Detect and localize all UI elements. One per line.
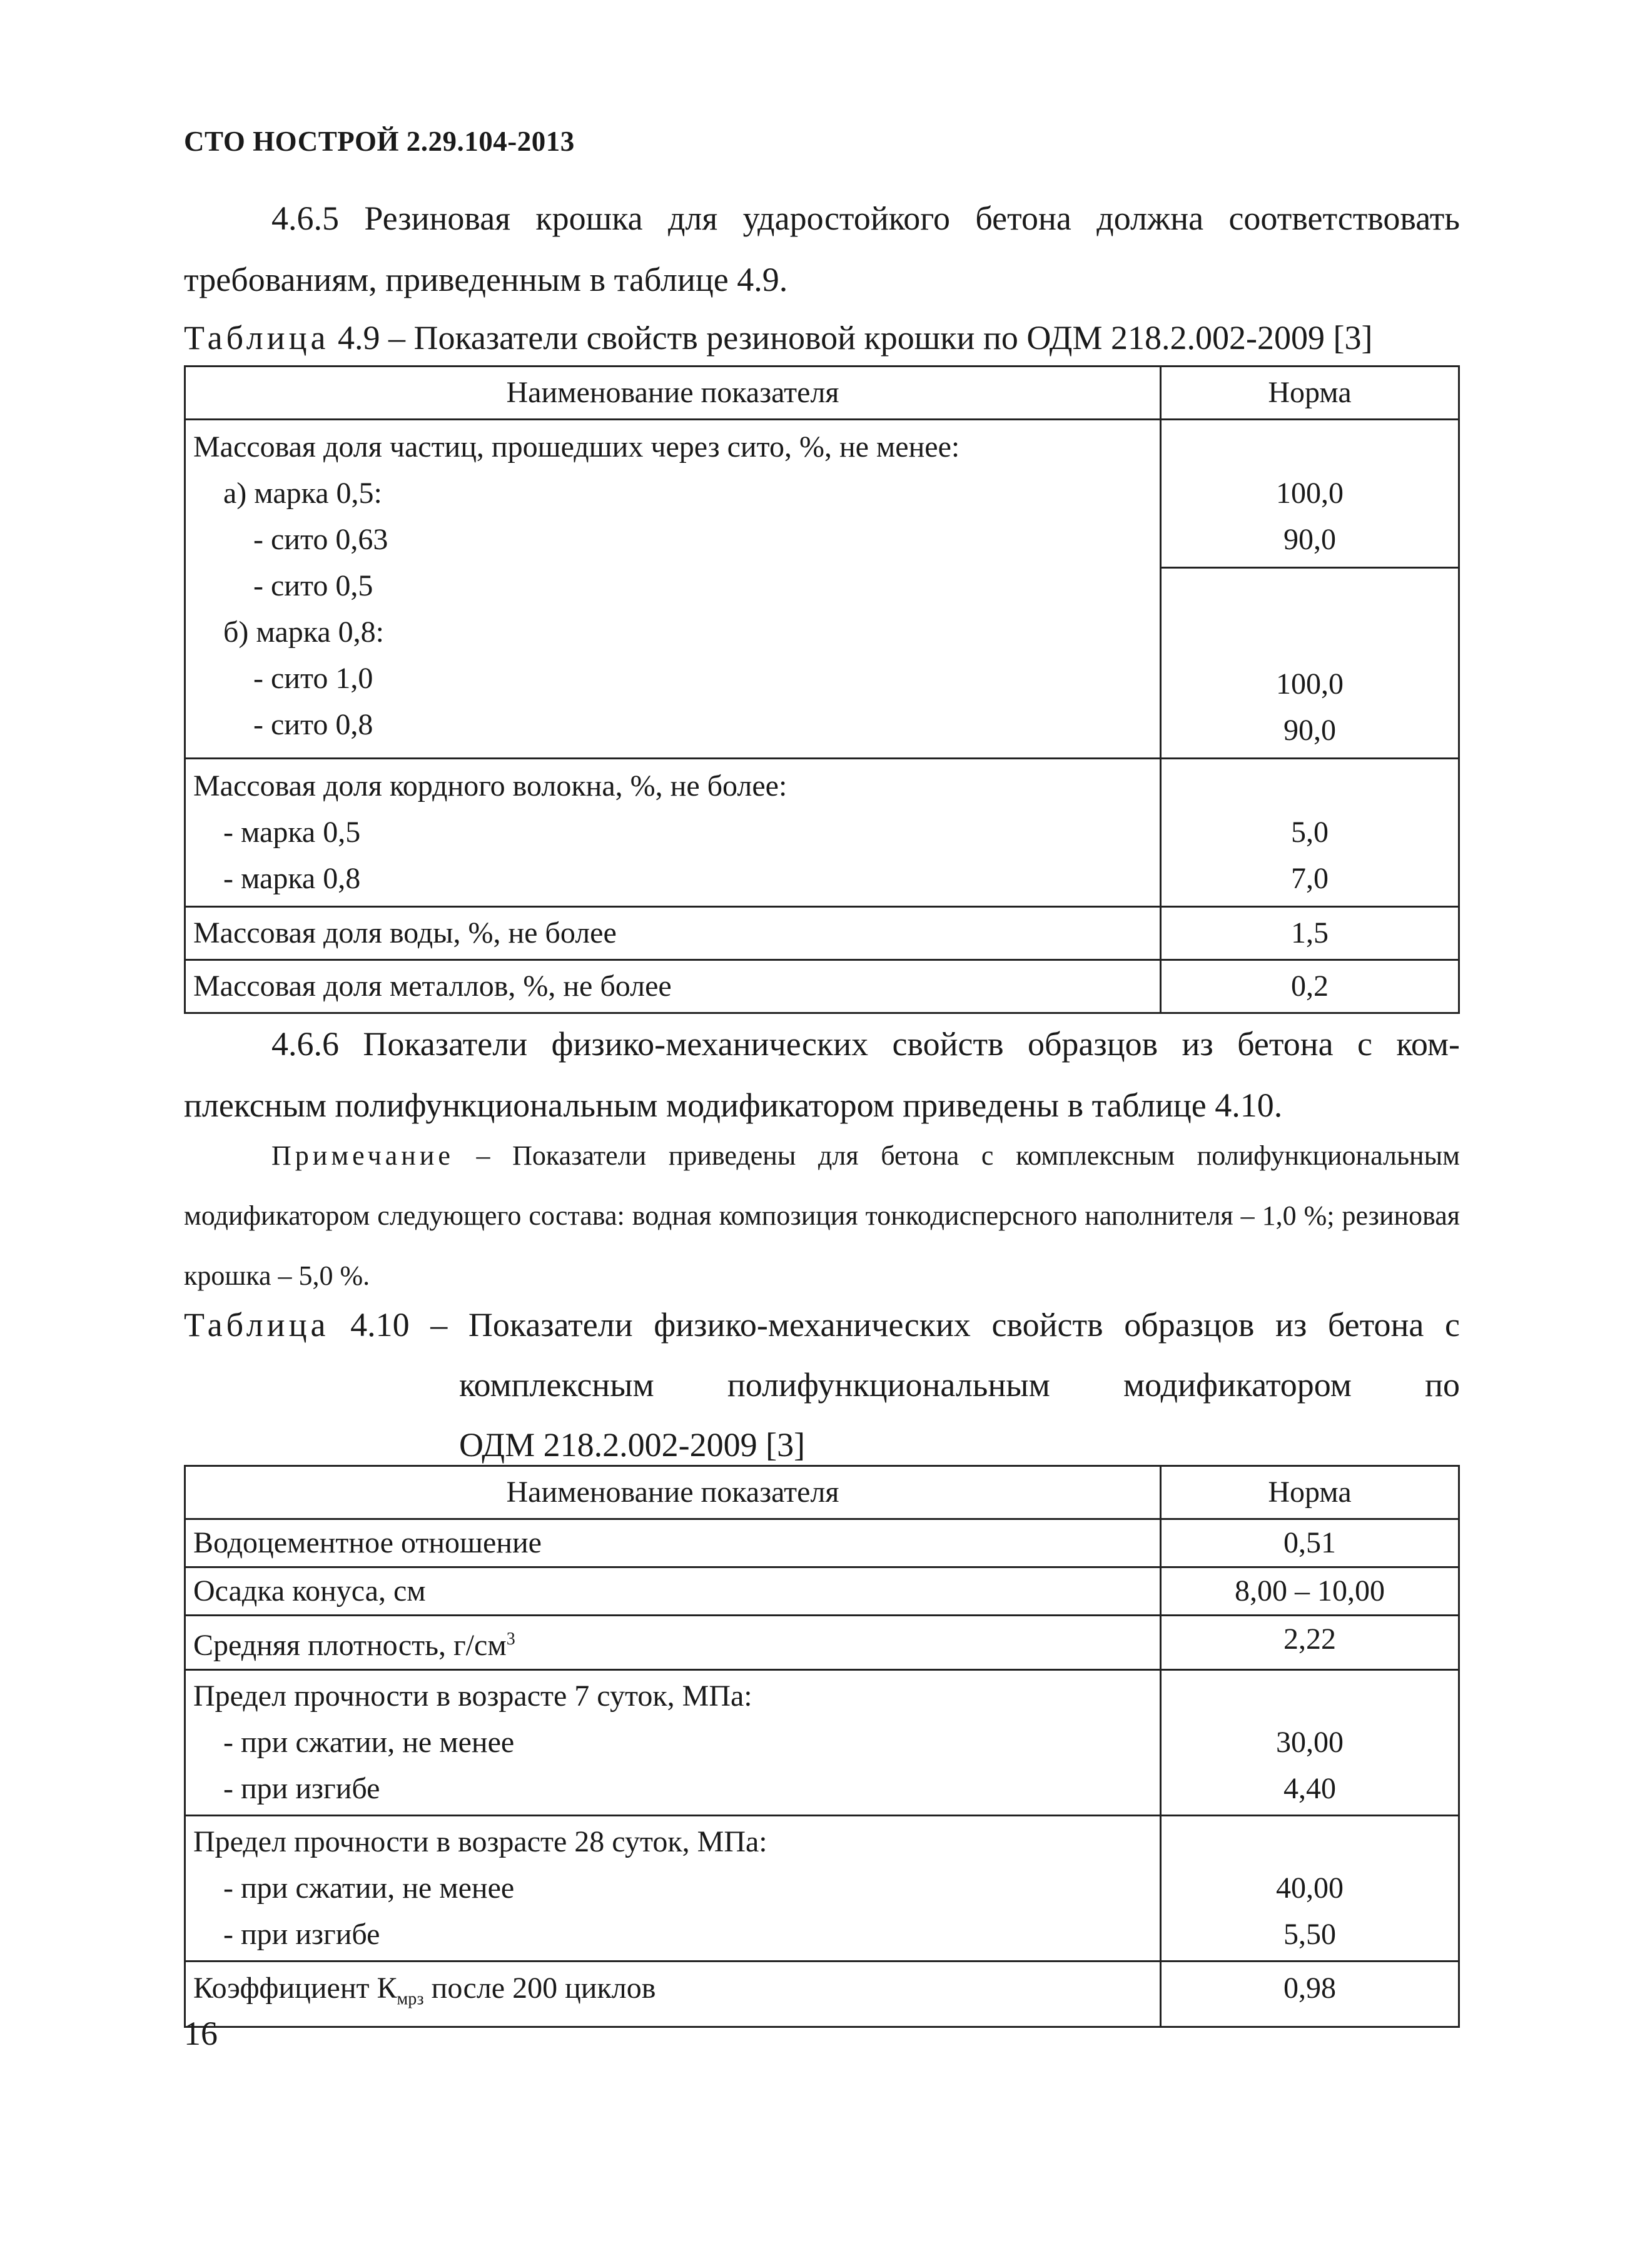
- cell-norm: 0,2: [1161, 960, 1459, 1013]
- norm-value: 5,50: [1283, 1918, 1336, 1951]
- cell-name: [185, 1670, 1161, 1816]
- table-row: [185, 1962, 1459, 2027]
- norm-value: 30,00: [1276, 1726, 1344, 1759]
- cell-name: [185, 1616, 1161, 1670]
- note-label: Примечание: [271, 1140, 454, 1171]
- row-line: б) марка 0,8:: [223, 615, 384, 649]
- row-line: - при изгибе: [223, 1772, 380, 1805]
- page-number: 16: [184, 2015, 218, 2052]
- row-name: Средняя плотность, г/см: [193, 1629, 507, 1662]
- cell-norm: [1161, 1670, 1459, 1816]
- superscript: 3: [506, 1629, 515, 1649]
- norm-value: 4,40: [1283, 1772, 1336, 1805]
- cell-name: Массовая доля металлов, %, не более: [185, 960, 1161, 1013]
- cell-name: Осадка конуса, см: [185, 1567, 1161, 1616]
- table-row: [185, 1519, 1459, 1567]
- row-line: Массовая доля частиц, прошедших через сито, %, не менее:: [193, 430, 960, 463]
- table-row: [185, 1567, 1459, 1616]
- row-name: Коэффициент К: [193, 1972, 397, 2005]
- norm-value: 40,00: [1276, 1871, 1344, 1905]
- caption-continuation: [459, 1355, 1460, 1475]
- norm-value: 100,0: [1276, 477, 1344, 510]
- norm-group-b: [1162, 569, 1458, 757]
- row-line: - при сжатии, не менее: [223, 1726, 515, 1759]
- cell-norm: 0,51: [1161, 1519, 1459, 1567]
- cell-name: Водоцементное отношение: [185, 1519, 1161, 1567]
- cell-norm: 8,00 – 10,00: [1161, 1567, 1459, 1616]
- table-4-10: [184, 1465, 1460, 2028]
- row-line: Предел прочности в возрасте 7 суток, МПа:: [193, 1679, 752, 1713]
- row-line: - при изгибе: [223, 1918, 380, 1951]
- caption-line: комплексным полифункциональным модификатором по: [459, 1366, 1460, 1404]
- header-name: Наименование показателя: [185, 1466, 1161, 1519]
- table-row: [185, 907, 1459, 960]
- row-line: - сито 0,8: [253, 708, 373, 741]
- paragraph-4-6-5: [184, 188, 1460, 310]
- header-name: Наименование показателя: [185, 367, 1161, 420]
- document-code-header: СТО НОСТРОЙ 2.29.104-2013: [184, 126, 575, 157]
- cell-name: [185, 420, 1161, 759]
- cell-norm: [1161, 759, 1459, 907]
- caption-line: ОДМ 218.2.002-2009 [3]: [459, 1426, 806, 1464]
- table-header-row: [185, 1466, 1459, 1519]
- table-row: [185, 1816, 1459, 1962]
- cell-norm: 2,22: [1161, 1616, 1459, 1670]
- cell-norm: [1161, 1816, 1459, 1962]
- row-line: - сито 1,0: [253, 662, 373, 695]
- caption-line: [184, 1295, 1460, 1355]
- row-line: Предел прочности в возрасте 28 суток, МПа:: [193, 1825, 767, 1858]
- paragraph-line: 4.6.6 Показатели физико-механических свойств образцов из бетона с ком-: [271, 1025, 1460, 1063]
- cell-name: [185, 759, 1161, 907]
- cell-name: [185, 1816, 1161, 1962]
- row-name: после 200 циклов: [423, 1972, 656, 2005]
- caption-label: Таблица: [184, 1306, 330, 1344]
- norm-value: 7,0: [1291, 862, 1329, 895]
- table-row: [185, 1616, 1459, 1670]
- paragraph-line: 4.6.5 Резиновая крошка для ударостойкого бетона должна соответствовать: [271, 200, 1460, 237]
- paragraph-line: плексным полифункциональным модификатором приведены в таблице 4.10.: [184, 1086, 1283, 1124]
- norm-value: 100,0: [1276, 667, 1344, 701]
- row-line: - сито 0,63: [253, 523, 388, 556]
- table-row: [185, 960, 1459, 1013]
- table-header-row: [185, 367, 1459, 420]
- table-row: [185, 420, 1459, 759]
- row-line: - марка 0,8: [223, 862, 361, 895]
- caption-label: Таблица: [184, 319, 330, 357]
- cell-norm: 1,5: [1161, 907, 1459, 960]
- row-line: Массовая доля кордного волокна, %, не более:: [193, 769, 787, 802]
- header-norm: Норма: [1161, 367, 1459, 420]
- caption-text: 4.9 – Показатели свойств резиновой крошки по ОДМ 218.2.002-2009 [3]: [337, 319, 1373, 357]
- table-row: [185, 1670, 1459, 1816]
- table-row: [185, 759, 1459, 907]
- paragraph-4-6-6: [184, 1013, 1460, 1136]
- row-line: - сито 0,5: [253, 569, 373, 602]
- caption-text: 4.10 – Показатели физико-механических свойств образцов из бетона с: [350, 1306, 1460, 1344]
- paragraph-line: требованиям, приведенным в таблице 4.9.: [184, 261, 788, 298]
- row-line: а) марка 0,5:: [223, 477, 382, 510]
- cell-name: Массовая доля воды, %, не более: [185, 907, 1161, 960]
- norm-value: 90,0: [1283, 523, 1336, 556]
- table-4-9: [184, 365, 1460, 1014]
- cell-norm: [1161, 420, 1459, 759]
- norm-value: 5,0: [1291, 816, 1329, 849]
- norm-value: 90,0: [1283, 714, 1336, 747]
- norm-group-a: [1162, 420, 1458, 569]
- row-line: - марка 0,5: [223, 816, 361, 849]
- cell-name: [185, 1962, 1161, 2027]
- row-line: - при сжатии, не менее: [223, 1871, 515, 1905]
- header-norm: Норма: [1161, 1466, 1459, 1519]
- table-4-10-caption: [184, 1295, 1460, 1475]
- table-4-9-caption: [184, 319, 1460, 357]
- note: [184, 1126, 1460, 1306]
- subscript: мрз: [397, 1989, 424, 2009]
- cell-norm: 0,98: [1161, 1962, 1459, 2027]
- note-text: – Показатели приведены для бетона с комплексным полифункциональным модификатором следующего состава: водная композиция тонкодисперсного наполнителя – 1,0 %; резиновая крошка – 5,0 %.: [184, 1140, 1460, 1291]
